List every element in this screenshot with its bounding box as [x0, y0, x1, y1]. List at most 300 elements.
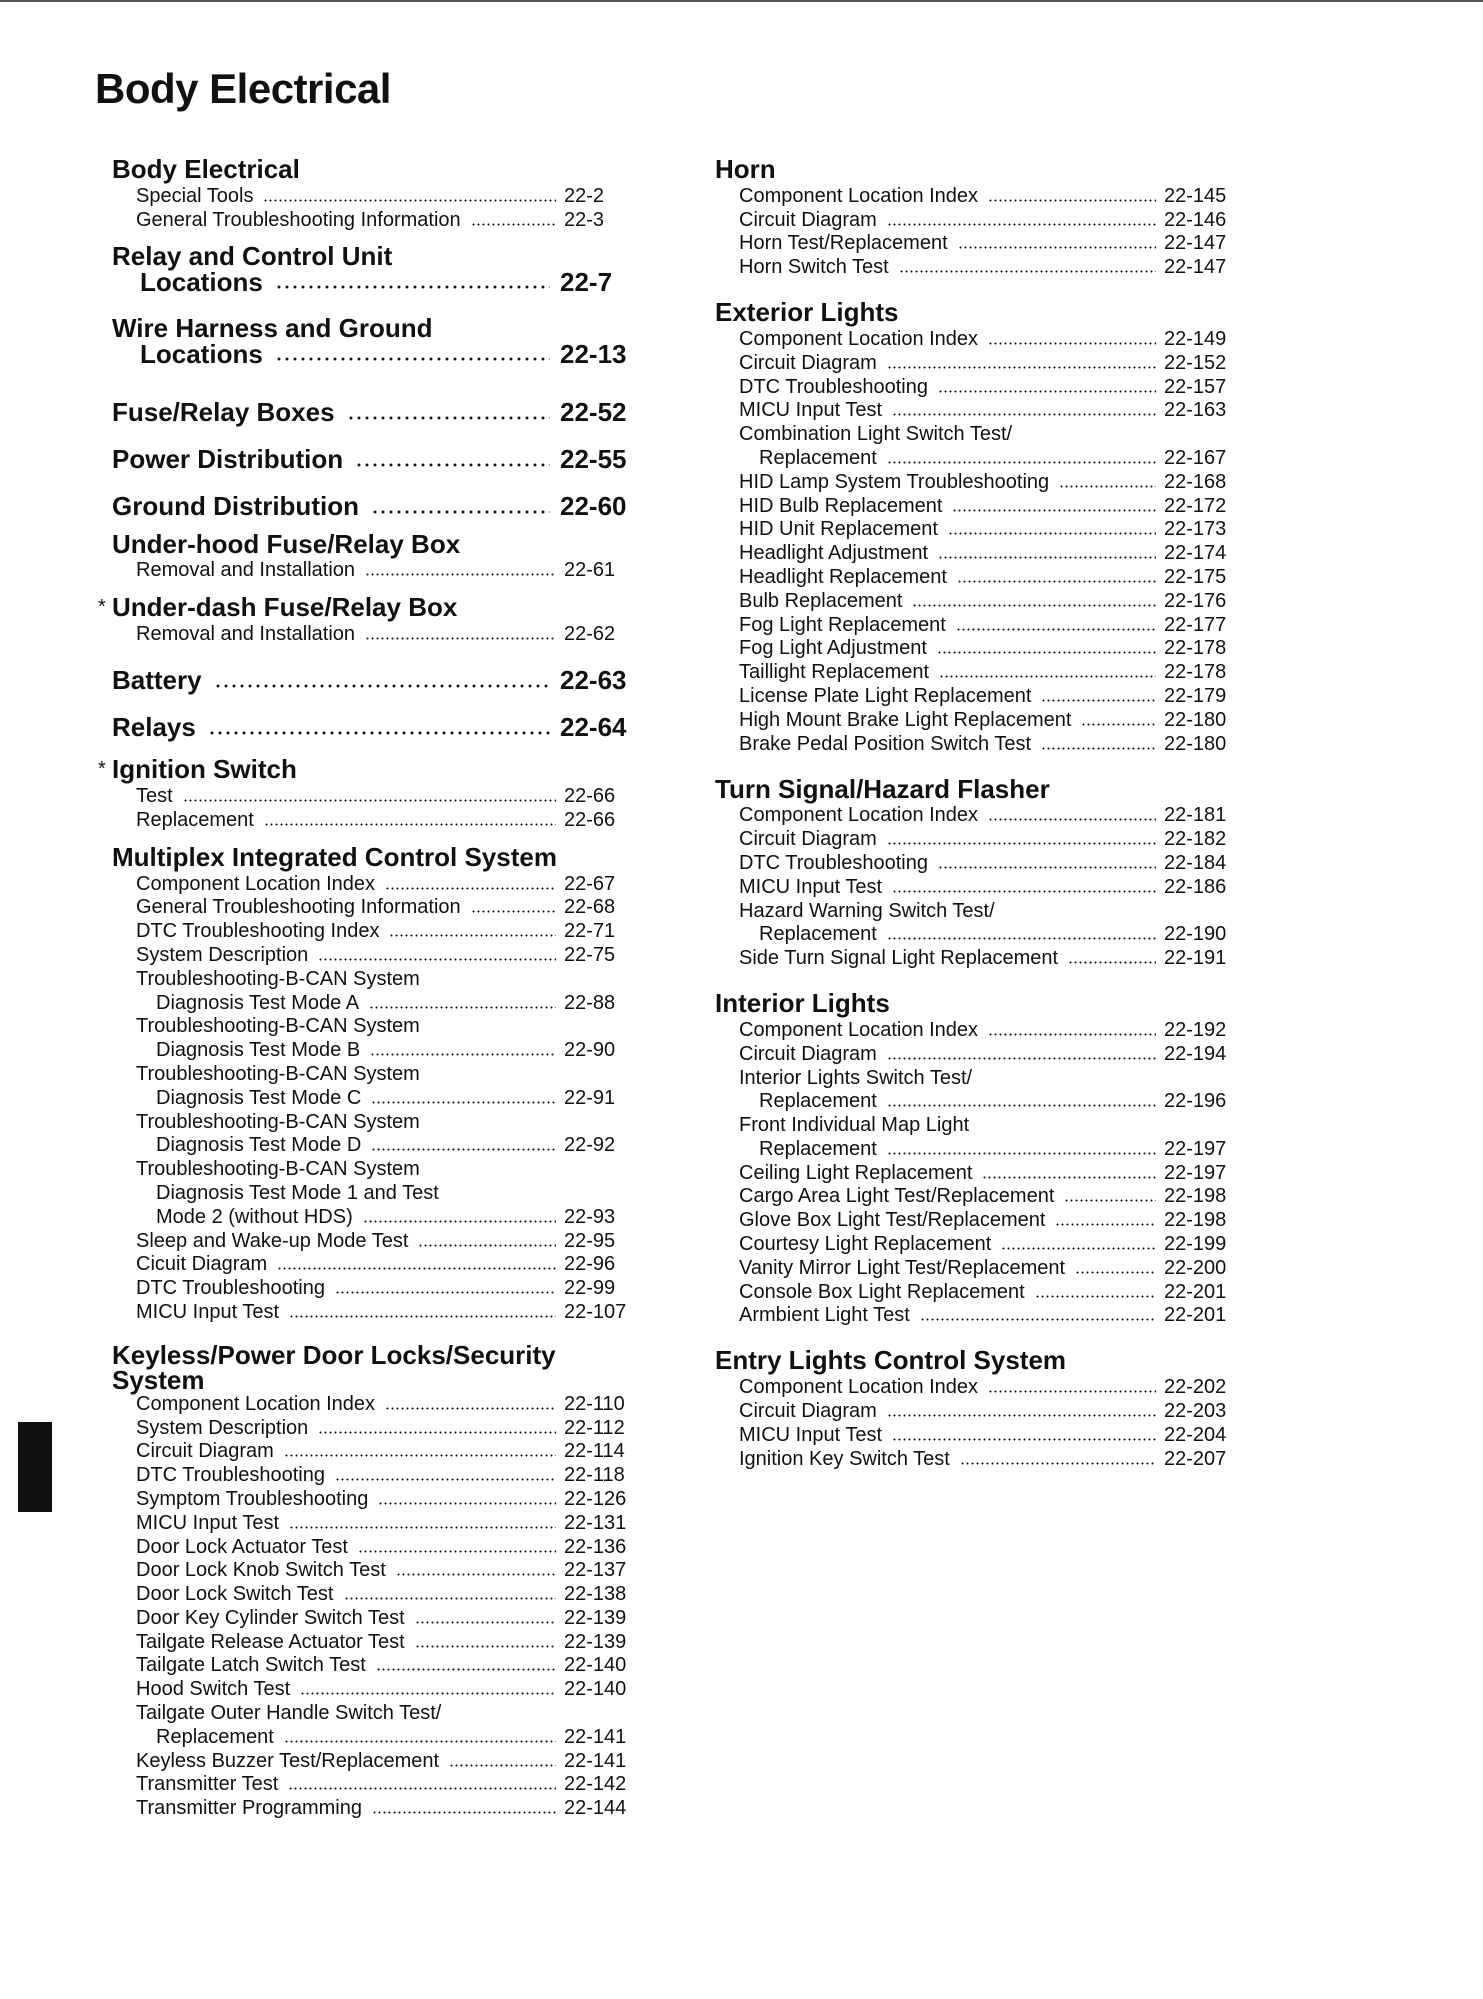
toc-entry[interactable]	[112, 1037, 630, 1061]
toc-entry[interactable]	[715, 731, 1230, 755]
leader-dots	[284, 1454, 556, 1457]
page-number: 22-137	[564, 1559, 627, 1582]
section-title: Ground Distribution	[112, 490, 359, 521]
page-number: 22-180	[1164, 732, 1227, 755]
entry-title: MICU Input Test	[739, 875, 883, 898]
page-number: 22-201	[1164, 1280, 1227, 1303]
page-number: 22-131	[564, 1511, 627, 1534]
leader-dots	[418, 1244, 556, 1247]
page-number: 22-93	[564, 1205, 616, 1228]
toc-entry[interactable]	[112, 1252, 630, 1276]
leader-dots	[892, 413, 1156, 416]
page-number: 22-173	[1164, 518, 1227, 541]
toc-right-column	[715, 155, 1230, 1490]
entry-title: DTC Troubleshooting	[136, 1277, 325, 1300]
entry-title: Headlight Adjustment	[739, 542, 929, 565]
leader-dots	[887, 937, 1156, 940]
page-number: 22-178	[1164, 637, 1227, 660]
entry-title: Horn Switch Test	[739, 256, 889, 279]
leader-dots	[938, 390, 1156, 393]
entry-title: MICU Input Test	[739, 1423, 883, 1446]
leader-dots	[396, 1573, 556, 1576]
page-number: 22-52	[560, 396, 627, 427]
page-number: 22-198	[1164, 1185, 1227, 1208]
entry-title: Circuit Diagram	[739, 1042, 877, 1065]
toc-entry[interactable]	[715, 540, 1230, 564]
toc-entry[interactable]	[715, 850, 1230, 874]
page-number: 22-92	[564, 1134, 616, 1157]
toc-entry[interactable]	[112, 1724, 630, 1748]
page-number: 22-178	[1164, 661, 1227, 684]
leader-dots	[358, 1550, 556, 1553]
leader-dots	[988, 1033, 1156, 1036]
toc-section	[715, 155, 1230, 278]
page-number: 22-139	[564, 1630, 627, 1653]
leader-dots	[264, 823, 556, 826]
toc-heading-entry[interactable]	[112, 379, 630, 426]
section-title: Body Electrical	[112, 154, 300, 184]
page-number: 22-71	[564, 920, 616, 943]
leader-dots	[887, 223, 1156, 226]
toc-entry[interactable]	[112, 1795, 630, 1819]
section-title: Exterior Lights	[715, 297, 899, 328]
page-number: 22-91	[564, 1086, 616, 1109]
toc-entry[interactable]	[715, 398, 1230, 422]
page-number: 22-126	[564, 1487, 627, 1510]
toc-entry[interactable]	[715, 945, 1230, 969]
page-number: 22-7	[560, 266, 613, 297]
entry-list	[112, 871, 630, 1323]
toc-entry	[112, 966, 630, 990]
toc-entry[interactable]	[715, 1017, 1230, 1041]
toc-section	[112, 155, 630, 231]
toc-entry[interactable]	[715, 826, 1230, 850]
leader-dots	[1068, 961, 1156, 964]
toc-entry[interactable]	[715, 588, 1230, 612]
section-title: Entry Lights Control System	[715, 1345, 1067, 1376]
section-title: Keyless/Power Door Locks/Security	[112, 1339, 556, 1370]
leader-dots	[958, 246, 1156, 249]
toc-entry[interactable]	[715, 326, 1230, 350]
entry-title: System Description	[136, 943, 309, 966]
toc-section-heading-entry[interactable]	[112, 240, 630, 297]
entry-title: MICU Input Test	[136, 1300, 280, 1323]
entry-title: MICU Input Test	[136, 1511, 280, 1534]
leader-dots	[347, 416, 550, 420]
page-number: 22-141	[564, 1725, 627, 1748]
toc-left-column	[98, 154, 630, 1831]
toc-section	[98, 592, 630, 646]
toc-entry[interactable]	[715, 1089, 1230, 1113]
page-number: 22-203	[1164, 1400, 1227, 1423]
toc-entry[interactable]	[715, 183, 1230, 207]
toc-entry[interactable]	[715, 231, 1230, 255]
toc-entry[interactable]	[112, 558, 630, 582]
toc-entry	[715, 1112, 1230, 1136]
leader-dots	[371, 1101, 556, 1104]
leader-dots	[956, 628, 1156, 631]
toc-heading-entry[interactable]	[112, 647, 630, 694]
section-title-row	[98, 754, 630, 785]
leader-dots	[288, 1787, 556, 1790]
toc-entry	[715, 898, 1230, 922]
entry-title: Fog Light Replacement	[739, 613, 946, 636]
page-number: 22-168	[1164, 470, 1227, 493]
section-title: Battery	[112, 665, 202, 696]
toc-entry[interactable]	[112, 1275, 630, 1299]
toc-entry[interactable]	[112, 807, 630, 831]
toc-entry[interactable]	[112, 1748, 630, 1772]
leader-dots	[385, 887, 556, 890]
toc-section	[98, 754, 630, 831]
toc-entry[interactable]	[112, 1415, 630, 1439]
entry-list	[112, 783, 630, 831]
entry-title: Hazard Warning Switch Test/	[739, 899, 995, 922]
toc-entry[interactable]	[715, 564, 1230, 588]
leader-dots	[887, 842, 1156, 845]
toc-entry[interactable]	[112, 1133, 630, 1157]
toc-entry	[112, 1180, 630, 1204]
toc-section	[715, 298, 1230, 754]
page-number: 22-3	[564, 208, 605, 231]
toc-entry[interactable]	[715, 612, 1230, 636]
toc-entry[interactable]	[715, 1207, 1230, 1231]
toc-entry[interactable]	[112, 1462, 630, 1486]
toc-entry[interactable]	[715, 374, 1230, 398]
toc-entry[interactable]	[112, 1558, 630, 1582]
page-number: 22-110	[564, 1392, 625, 1415]
toc-entry[interactable]	[715, 1303, 1230, 1327]
page-number: 22-149	[1164, 327, 1227, 350]
toc-entry[interactable]	[715, 207, 1230, 231]
toc-entry[interactable]	[112, 1534, 630, 1558]
entry-title: Component Location Index	[136, 1392, 376, 1415]
entry-title: Troubleshooting-B-CAN System	[136, 1015, 420, 1038]
entry-title: HID Lamp System Troubleshooting	[739, 470, 1050, 493]
section-tab-marker	[18, 1422, 52, 1512]
page-number: 22-142	[564, 1773, 627, 1796]
toc-entry[interactable]	[112, 1676, 630, 1700]
entry-title: Diagnosis Test Mode C	[156, 1086, 362, 1109]
leader-dots	[415, 1621, 556, 1624]
toc-entry[interactable]	[112, 207, 630, 231]
section-title-cont: System	[112, 1364, 205, 1395]
page-number: 22-140	[564, 1678, 627, 1701]
entry-title: Horn Test/Replacement	[739, 232, 948, 255]
leader-dots	[912, 604, 1156, 607]
page-number: 22-197	[1164, 1161, 1227, 1184]
leader-dots	[887, 1104, 1156, 1107]
entry-list	[715, 803, 1230, 970]
entry-title: Mode 2 (without HDS)	[156, 1205, 353, 1228]
page-number: 22-207	[1164, 1447, 1227, 1470]
page-number: 22-118	[564, 1464, 625, 1487]
entry-title: Removal and Installation	[136, 559, 356, 582]
toc-entry	[112, 1700, 630, 1724]
page-number: 22-163	[1164, 399, 1227, 422]
toc-entry[interactable]	[112, 1653, 630, 1677]
page-number: 22-62	[564, 623, 616, 646]
leader-dots	[370, 1053, 556, 1056]
entry-title: Bulb Replacement	[739, 589, 903, 612]
page-number: 22-179	[1164, 684, 1227, 707]
leader-dots	[957, 580, 1156, 583]
toc-entry[interactable]	[112, 783, 630, 807]
toc-entry[interactable]	[715, 517, 1230, 541]
entry-title: Troubleshooting-B-CAN System	[136, 1062, 420, 1085]
toc-entry[interactable]	[112, 871, 630, 895]
page-number: 22-197	[1164, 1137, 1227, 1160]
leader-dots	[1055, 1223, 1156, 1226]
page-number: 22-181	[1164, 804, 1227, 827]
leader-dots	[208, 731, 550, 735]
revision-star: *	[98, 596, 106, 619]
leader-dots	[892, 890, 1156, 893]
toc-entry[interactable]	[112, 942, 630, 966]
leader-dots	[263, 199, 556, 202]
toc-heading-entry[interactable]	[112, 473, 630, 520]
entry-title: Replacement	[759, 1137, 877, 1160]
toc-entry[interactable]	[715, 469, 1230, 493]
page-number: 22-144	[564, 1797, 627, 1820]
toc-entry[interactable]	[715, 1374, 1230, 1398]
leader-dots	[289, 1315, 556, 1318]
page-number: 22-64	[560, 712, 627, 743]
page-number: 22-202	[1164, 1376, 1227, 1399]
leader-dots	[1035, 1295, 1156, 1298]
page-number: 22-90	[564, 1039, 616, 1062]
entry-title: Diagnosis Test Mode 1 and Test	[156, 1181, 439, 1204]
toc-heading-entry[interactable]	[112, 694, 630, 741]
leader-dots	[1075, 1271, 1156, 1274]
toc-entry[interactable]	[715, 659, 1230, 683]
page-number: 22-2	[564, 184, 605, 207]
leader-dots	[335, 1478, 556, 1481]
leader-dots	[415, 1645, 556, 1648]
toc-entry[interactable]	[112, 918, 630, 942]
leader-dots	[887, 1057, 1156, 1060]
entry-title: Door Lock Actuator Test	[136, 1535, 348, 1558]
toc-heading-entry[interactable]	[112, 426, 630, 473]
entry-title: Glove Box Light Test/Replacement	[739, 1209, 1046, 1232]
toc-entry[interactable]	[715, 803, 1230, 827]
toc-entry[interactable]	[715, 1136, 1230, 1160]
page-number: 22-204	[1164, 1423, 1227, 1446]
page-number: 22-139	[564, 1606, 627, 1629]
page-number: 22-66	[564, 808, 616, 831]
toc-entry[interactable]	[112, 621, 630, 645]
section-title: Ignition Switch	[112, 754, 297, 785]
leader-dots	[952, 509, 1156, 512]
entry-title: General Troubleshooting Information	[136, 208, 461, 231]
leader-dots	[887, 366, 1156, 369]
leader-dots	[363, 1220, 556, 1223]
leader-dots	[318, 1431, 556, 1434]
toc-entry[interactable]	[715, 1422, 1230, 1446]
toc-entry[interactable]	[112, 1228, 630, 1252]
entry-title: Cargo Area Light Test/Replacement	[739, 1185, 1055, 1208]
leader-dots	[982, 1176, 1156, 1179]
toc-entry[interactable]	[715, 1398, 1230, 1422]
leader-dots	[960, 1462, 1156, 1465]
toc-entry[interactable]	[112, 1581, 630, 1605]
leader-dots	[376, 1668, 556, 1671]
entry-list	[715, 1374, 1230, 1469]
section-title: Horn	[715, 154, 776, 184]
entry-title: Troubleshooting-B-CAN System	[136, 1110, 420, 1133]
leader-dots	[988, 818, 1156, 821]
toc-entry[interactable]	[112, 1299, 630, 1323]
toc-entry[interactable]	[112, 895, 630, 919]
page-number: 22-177	[1164, 613, 1227, 636]
page-number: 22-147	[1164, 256, 1227, 279]
entry-title: Replacement	[759, 446, 877, 469]
section-title: Power Distribution	[112, 443, 344, 474]
leader-dots	[372, 1811, 556, 1814]
leader-dots	[471, 910, 556, 913]
toc-entry[interactable]	[112, 1439, 630, 1463]
section-title: Turn Signal/Hazard Flasher	[715, 773, 1050, 804]
page-number: 22-182	[1164, 828, 1227, 851]
toc-entry[interactable]	[715, 1184, 1230, 1208]
toc-entry	[715, 1065, 1230, 1089]
entry-title: Circuit Diagram	[739, 828, 877, 851]
entry-title: Side Turn Signal Light Replacement	[739, 947, 1059, 970]
page-number: 22-145	[1164, 184, 1227, 207]
entry-title: Circuit Diagram	[739, 1400, 877, 1423]
entry-title: Combination Light Switch Test/	[739, 423, 1013, 446]
page-number: 22-140	[564, 1654, 627, 1677]
leader-dots	[1081, 723, 1156, 726]
leader-dots	[892, 1438, 1156, 1441]
toc-section	[715, 1346, 1230, 1469]
toc-entry[interactable]	[715, 1446, 1230, 1470]
section-title: Interior Lights	[715, 988, 890, 1019]
toc-entry[interactable]	[112, 1204, 630, 1228]
page-number: 22-112	[564, 1416, 625, 1439]
toc-entry[interactable]	[715, 683, 1230, 707]
entry-title: DTC Troubleshooting	[136, 1464, 325, 1487]
page-number: 22-138	[564, 1583, 627, 1606]
page-number: 22-95	[564, 1229, 616, 1252]
toc-entry[interactable]	[715, 1231, 1230, 1255]
leader-dots	[471, 223, 556, 226]
leader-dots	[275, 357, 550, 361]
leader-dots	[277, 1267, 556, 1270]
toc-entry[interactable]	[715, 707, 1230, 731]
page-number: 22-167	[1164, 446, 1227, 469]
leader-dots	[385, 1407, 556, 1410]
toc-entry[interactable]	[112, 183, 630, 207]
leader-dots	[1059, 485, 1156, 488]
toc-entry[interactable]	[112, 990, 630, 1014]
toc-entry[interactable]	[715, 1279, 1230, 1303]
entry-list	[112, 558, 630, 582]
entry-title: Troubleshooting-B-CAN System	[136, 967, 420, 990]
top-rule	[0, 0, 1483, 2]
page-number: 22-199	[1164, 1233, 1227, 1256]
leader-dots	[988, 342, 1156, 345]
entry-title: General Troubleshooting Information	[136, 896, 461, 919]
page-number: 22-186	[1164, 875, 1227, 898]
toc-entry[interactable]	[715, 1255, 1230, 1279]
section-title: Under-hood Fuse/Relay Box	[112, 528, 461, 559]
entry-list	[112, 621, 630, 645]
section-title-cont: Locations	[140, 338, 263, 369]
leader-dots	[275, 285, 550, 289]
entry-title: Cicuit Diagram	[136, 1253, 268, 1276]
toc-entry[interactable]	[715, 874, 1230, 898]
page-number: 22-13	[560, 338, 627, 369]
leader-dots	[289, 1526, 556, 1529]
entry-title: Circuit Diagram	[739, 208, 877, 231]
page-number: 22-191	[1164, 947, 1227, 970]
toc-entry[interactable]	[112, 1510, 630, 1534]
toc-entry[interactable]	[715, 922, 1230, 946]
toc-section-heading-entry[interactable]	[112, 312, 630, 369]
entry-title: Removal and Installation	[136, 623, 356, 646]
toc-entry[interactable]	[112, 1085, 630, 1109]
toc-section	[715, 989, 1230, 1326]
toc-entry[interactable]	[715, 445, 1230, 469]
leader-dots	[284, 1740, 556, 1743]
entry-list	[715, 326, 1230, 754]
entry-title: Component Location Index	[739, 1018, 979, 1041]
leader-dots	[369, 1006, 556, 1009]
leader-dots	[389, 934, 556, 937]
entry-title: Hood Switch Test	[136, 1678, 291, 1701]
leader-dots	[939, 675, 1156, 678]
page-number: 22-75	[564, 943, 616, 966]
leader-dots	[1064, 1199, 1156, 1202]
toc-entry[interactable]	[112, 1629, 630, 1653]
entry-title: Component Location Index	[739, 327, 979, 350]
toc-entry[interactable]	[715, 493, 1230, 517]
entry-title: Diagnosis Test Mode D	[156, 1134, 362, 1157]
entry-title: Armbient Light Test	[739, 1304, 910, 1327]
entry-title: License Plate Light Replacement	[739, 684, 1032, 707]
page-number: 22-152	[1164, 351, 1227, 374]
page-number: 22-61	[564, 559, 616, 582]
page-number: 22-63	[560, 665, 627, 696]
page-number: 22-67	[564, 872, 616, 895]
page-number: 22-194	[1164, 1042, 1227, 1065]
toc-entry[interactable]	[715, 1160, 1230, 1184]
entry-title: Component Location Index	[739, 1376, 979, 1399]
toc-entry	[715, 421, 1230, 445]
page-number: 22-176	[1164, 589, 1227, 612]
leader-dots	[938, 866, 1156, 869]
entry-title: Replacement	[156, 1725, 274, 1748]
page-title: Body Electrical	[95, 65, 391, 112]
toc-entry[interactable]	[112, 1605, 630, 1629]
section-title-row	[98, 592, 630, 623]
entry-title: Component Location Index	[739, 184, 979, 207]
toc-entry[interactable]	[112, 1772, 630, 1796]
entry-list	[715, 183, 1230, 278]
toc-entry[interactable]	[715, 636, 1230, 660]
toc-entry[interactable]	[715, 350, 1230, 374]
page-number: 22-66	[564, 784, 616, 807]
section-title: Relays	[112, 712, 196, 743]
leader-dots	[948, 532, 1156, 535]
toc-entry	[112, 1109, 630, 1133]
page-number: 22-196	[1164, 1090, 1227, 1113]
toc-entry[interactable]	[715, 1041, 1230, 1065]
entry-list	[112, 183, 630, 231]
toc-entry[interactable]	[715, 254, 1230, 278]
toc-entry[interactable]	[112, 1486, 630, 1510]
